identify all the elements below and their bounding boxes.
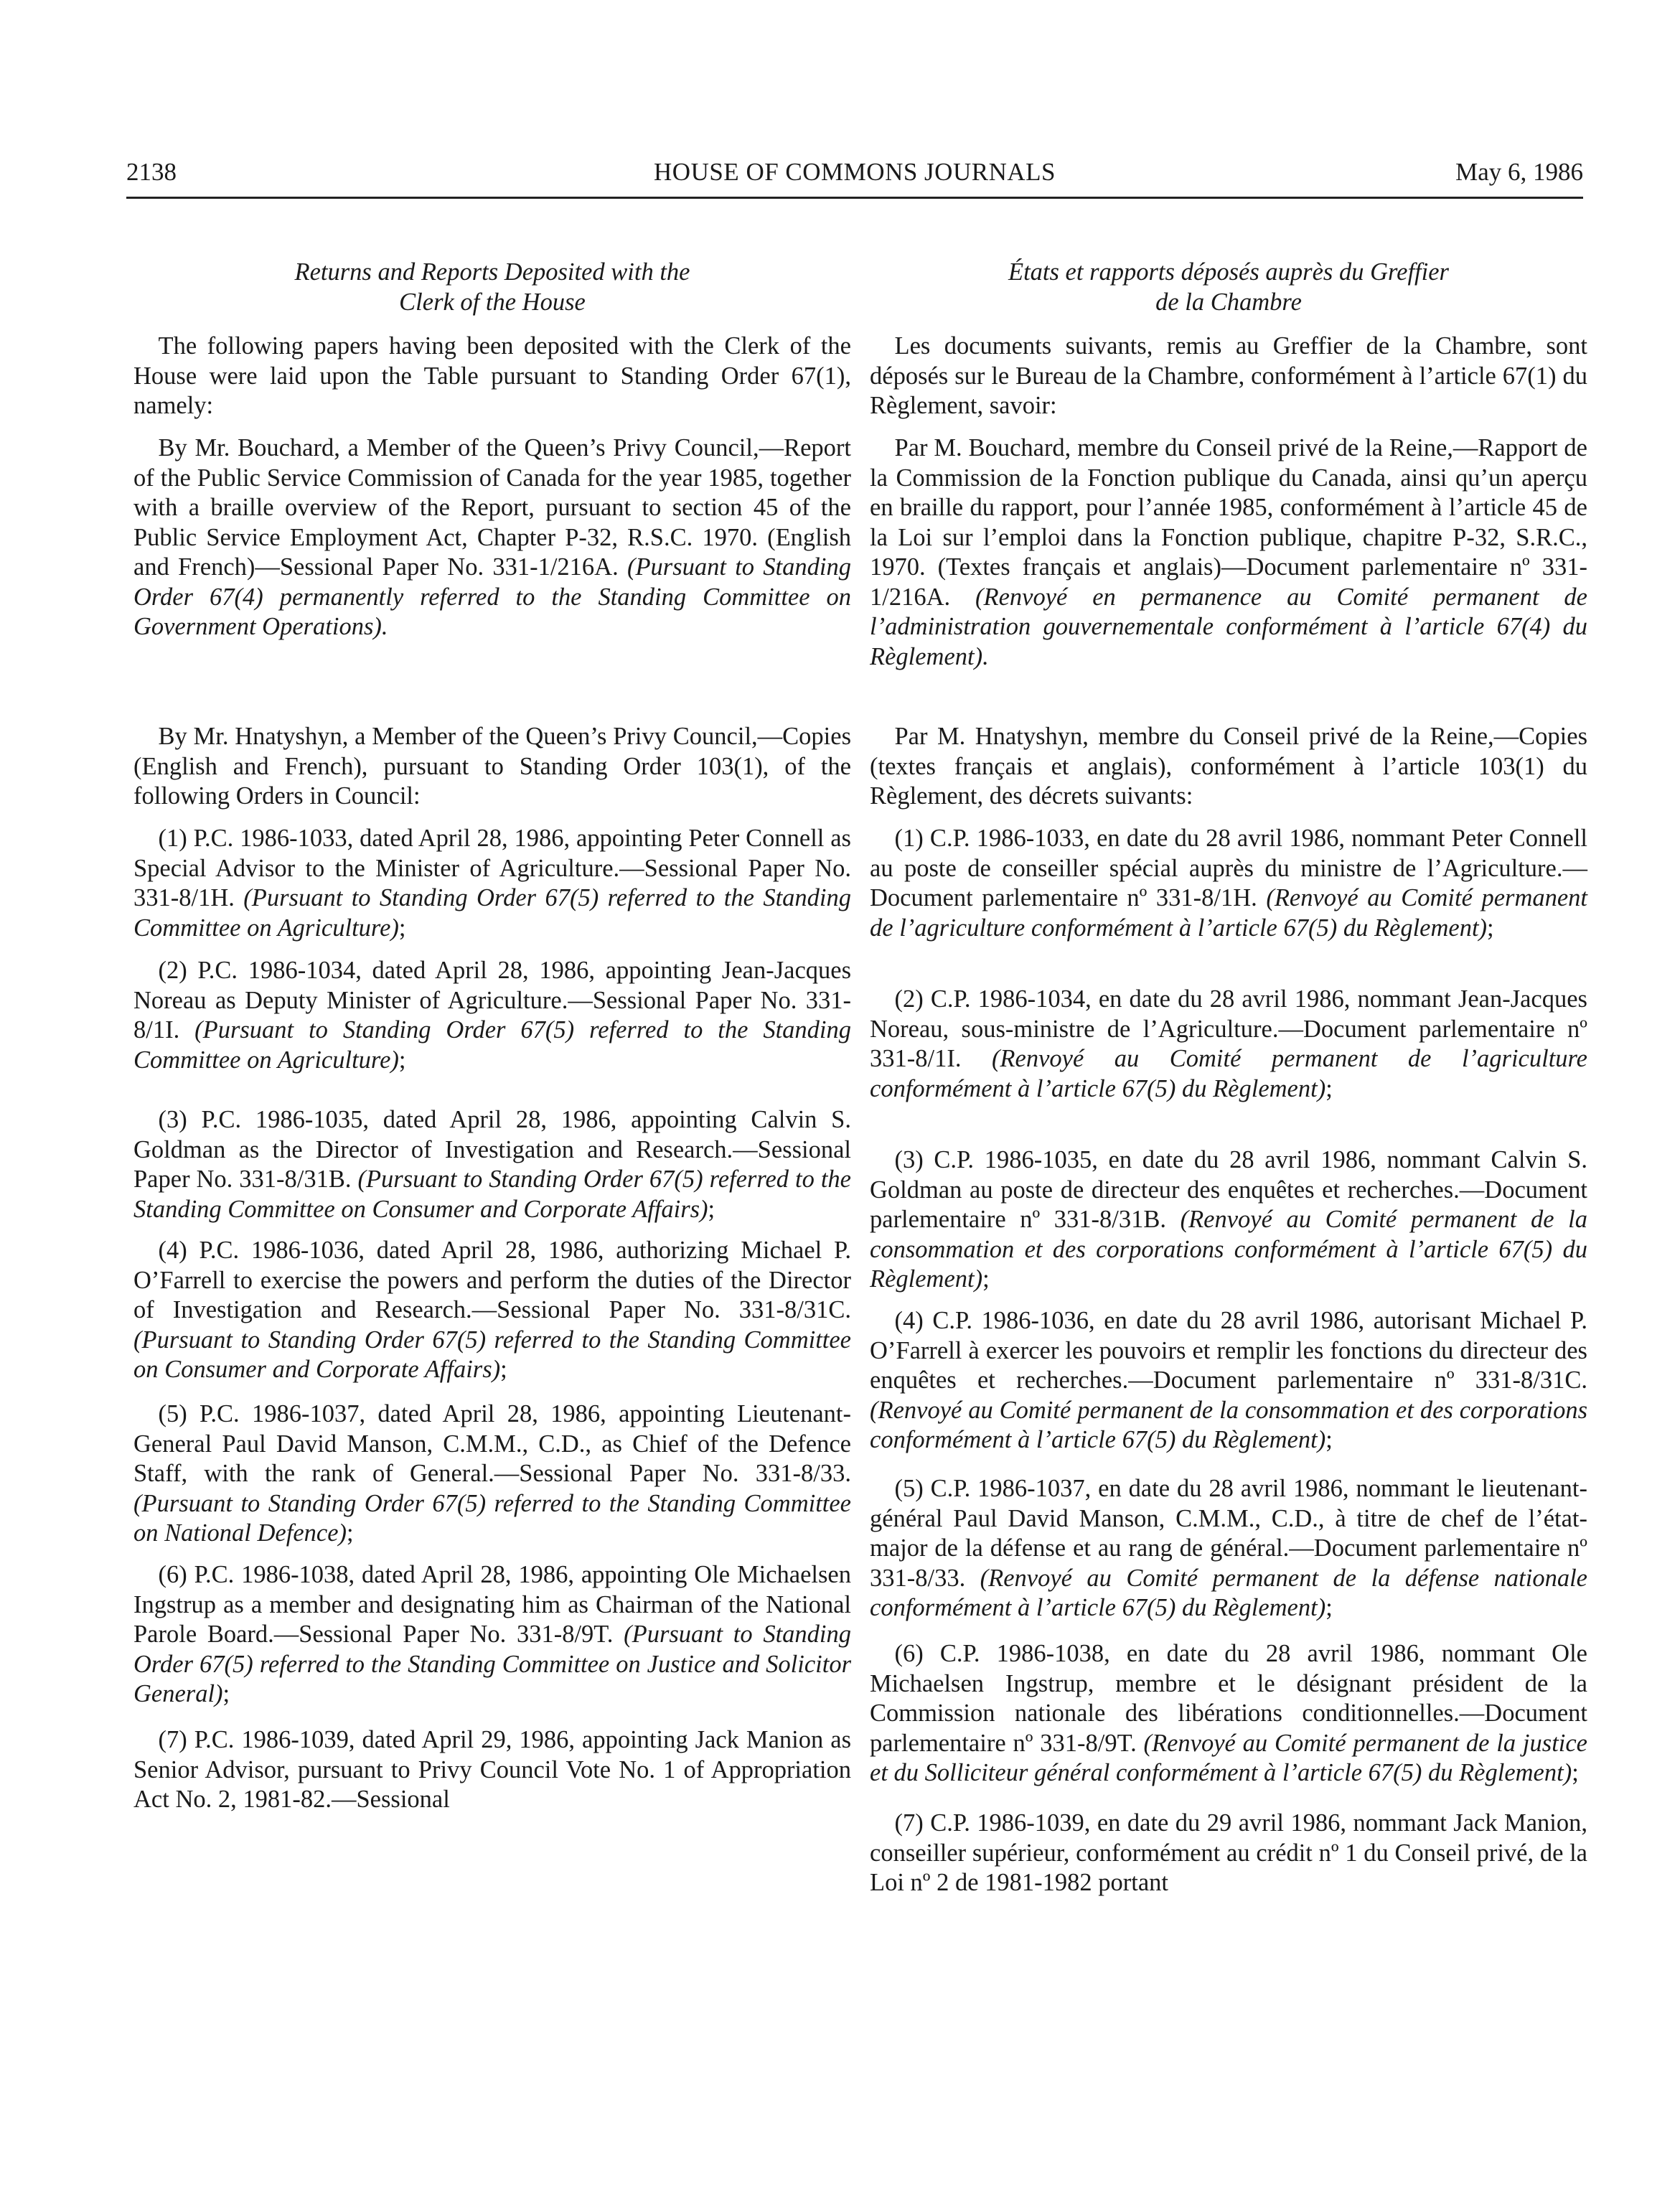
item-text: (2) C.P. 1986-1034, en date du 28 avril 1986, nommant Jean-Jacques Noreau, sous-ministre de l’Agriculture.—Document parlementaire nº 331-8/1I. bbox=[870, 985, 1587, 1072]
item-tail: ; bbox=[1487, 914, 1494, 942]
journal-date: May 6, 1986 bbox=[1455, 158, 1583, 186]
item-text: (4) C.P. 1986-1036, en date du 28 avril 1986, autorisant Michael P. O’Farrell à exercer les pouvoirs et remplir les fonctions du directeur des enquêtes et recherches.—Document parlementaire nº 331-8/31C. bbox=[870, 1307, 1587, 1394]
page-number: 2138 bbox=[126, 158, 177, 186]
item-text: (6) C.P. 1986-1038, en date du 28 avril 1986, nommant Ole Michaelsen Ingstrup, membre et le désignant président de la Commission nationale des libérations conditionnelles.—Document parlementaire nº 331-8/9T. bbox=[870, 1640, 1587, 1757]
journal-title: HOUSE OF COMMONS JOURNALS bbox=[654, 158, 1056, 186]
english-hnatyshyn-text: By Mr. Hnatyshyn, a Member of the Queen’s Privy Council,—Copies (English and French), pursuant to Standing Order 103(1), of the following Orders in Council: bbox=[133, 723, 851, 810]
item-referral: (Pursuant to Standing Order 67(5) referred to the Standing Committee on Consumer and Corporate Affairs) bbox=[133, 1326, 851, 1383]
english-item-7 bbox=[133, 1725, 851, 1815]
item-text: (6) P.C. 1986-1038, dated April 28, 1986, appointing Ole Michaelsen Ingstrup as a member and designating him as Chairman of the National Parole Board.—Sessional Paper No. 331-8/9T. bbox=[133, 1561, 851, 1648]
french-hnatyshyn-text: Par M. Hnatyshyn, membre du Conseil privé de la Reine,—Copies (textes français et anglais), conformément à l’article 103(1) du Règlement, des décrets suivants: bbox=[870, 723, 1587, 810]
item-tail: ; bbox=[1325, 1074, 1333, 1102]
english-item-1 bbox=[133, 824, 851, 943]
item-referral: (Renvoyé au Comité permanent de l’agriculture conformément à l’article 67(5) du Règlement) bbox=[870, 1045, 1587, 1102]
item-text: (7) P.C. 1986-1039, dated April 29, 1986, appointing Jack Manion as Senior Advisor, pursuant to Privy Council Vote No. 1 of Appropriation Act No. 2, 1981-82.—Sessional bbox=[133, 1726, 851, 1813]
item-text: (1) P.C. 1986-1033, dated April 28, 1986, appointing Peter Connell as Special Advisor to the Minister of Agriculture.—Sessional Paper No. 331-8/1H. bbox=[133, 825, 851, 911]
item-referral: (Pursuant to Standing Order 67(5) referred to the Standing Committee on Agriculture) bbox=[133, 884, 851, 942]
item-tail: ; bbox=[398, 914, 406, 942]
english-intro bbox=[133, 332, 851, 421]
french-item-3 bbox=[870, 1145, 1587, 1295]
item-referral: (Pursuant to Standing Order 67(5) referred to the Standing Committee on National Defence) bbox=[133, 1489, 851, 1547]
item-referral: (Pursuant to Standing Order 67(5) referred to the Standing Committee on Consumer and Corporate Affairs) bbox=[133, 1166, 851, 1223]
item-tail: ; bbox=[1572, 1759, 1579, 1786]
item-text: (7) C.P. 1986-1039, en date du 29 avril 1986, nommant Jack Manion, conseiller supérieur, conformément au crédit nº 1 du Conseil privé, de la Loi nº 2 de 1981-1982 portant bbox=[870, 1809, 1587, 1896]
english-section-heading bbox=[133, 257, 851, 317]
item-referral: (Pursuant to Standing Order 67(5) referred to the Standing Committee on Justice and Solicitor General) bbox=[133, 1621, 851, 1707]
item-referral: (Renvoyé au Comité permanent de la justice et du Solliciteur général conformément à l’article 67(5) du Règlement) bbox=[870, 1729, 1587, 1786]
french-intro bbox=[870, 332, 1587, 421]
english-item-2 bbox=[133, 956, 851, 1075]
english-intro-text: The following papers having been deposited with the Clerk of the House were laid upon the Table pursuant to Standing Order 67(1), namely: bbox=[133, 332, 851, 419]
english-item-5 bbox=[133, 1399, 851, 1549]
item-text: (5) C.P. 1986-1037, en date du 28 avril 1986, nommant le lieutenant-général Paul David Manson, C.M.M., C.D., à titre de chef de l’état-major de la défense et au rang de général.—Document parlementaire nº 331-8/33. bbox=[870, 1475, 1587, 1592]
english-hnatyshyn-paragraph bbox=[133, 722, 851, 812]
french-bouchard-text: Par M. Bouchard, membre du Conseil privé de la Reine,—Rapport de la Commission de la Fonction publique du Canada, ainsi qu’un aperçu en braille du rapport, pour l’année 1985, conformément à l’article 45 de la Loi sur l’emploi dans la Fonction publique, chapitre P-32, S.R.C., 1970. (Textes français et anglais)—Document parlementaire nº 331-1/216A. bbox=[870, 434, 1587, 611]
item-text: (3) C.P. 1986-1035, en date du 28 avril 1986, nommant Calvin S. Goldman au poste de directeur des enquêtes et recherches.—Document parlementaire nº 331-8/31B. bbox=[870, 1146, 1587, 1233]
english-item-6 bbox=[133, 1560, 851, 1710]
english-bouchard-paragraph bbox=[133, 433, 851, 642]
english-bouchard-referral: (Pursuant to Standing Order 67(4) permanently referred to the Standing Committee on Government Operations). bbox=[133, 553, 851, 640]
english-item-3 bbox=[133, 1105, 851, 1224]
english-heading-line1: Returns and Reports Deposited with the bbox=[294, 258, 690, 286]
french-item-2 bbox=[870, 985, 1587, 1104]
item-tail: ; bbox=[398, 1046, 406, 1074]
french-bouchard-paragraph bbox=[870, 433, 1587, 672]
item-tail: ; bbox=[982, 1265, 990, 1293]
item-text: (2) P.C. 1986-1034, dated April 28, 1986, appointing Jean-Jacques Noreau as Deputy Minister of Agriculture.—Sessional Paper No. 331-8/1I. bbox=[133, 957, 851, 1044]
item-tail: ; bbox=[500, 1356, 507, 1383]
french-item-5 bbox=[870, 1474, 1587, 1623]
item-referral: (Renvoyé au Comité permanent de la consommation et des corporations conformément à l’article 67(5) du Règlement) bbox=[870, 1206, 1587, 1293]
item-text: (1) C.P. 1986-1033, en date du 28 avril 1986, nommant Peter Connell au poste de conseiller spécial auprès du ministre de l’Agriculture.—Document parlementaire nº 331-8/1H. bbox=[870, 825, 1587, 911]
item-referral: (Renvoyé au Comité permanent de la consommation et des corporations conformément à l’article 67(5) du Règlement) bbox=[870, 1396, 1587, 1453]
french-hnatyshyn-paragraph bbox=[870, 722, 1587, 812]
item-referral: (Renvoyé au Comité permanent de l’agriculture conformément à l’article 67(5) du Règlement) bbox=[870, 884, 1588, 942]
item-tail: ; bbox=[1325, 1594, 1333, 1621]
item-text: (5) P.C. 1986-1037, dated April 28, 1986, appointing Lieutenant-General Paul David Manson, C.M.M., C.D., as Chief of the Defence Staff, with the rank of General.—Sessional Paper No. 331-8/33. bbox=[133, 1400, 851, 1487]
item-tail: ; bbox=[1325, 1426, 1333, 1453]
item-referral: (Renvoyé au Comité permanent de la défense nationale conformément à l’article 67(5) du Règlement) bbox=[870, 1564, 1587, 1621]
french-heading-line1: États et rapports déposés auprès du Greffier bbox=[1008, 258, 1449, 286]
french-item-1 bbox=[870, 824, 1587, 943]
french-intro-text: Les documents suivants, remis au Greffier de la Chambre, sont déposés sur le Bureau de la Chambre, conformément à l’article 67(1) du Règlement, savoir: bbox=[870, 332, 1587, 419]
item-tail: ; bbox=[347, 1519, 354, 1547]
item-tail: ; bbox=[222, 1680, 230, 1707]
french-section-heading bbox=[870, 257, 1587, 317]
english-item-4 bbox=[133, 1236, 851, 1385]
item-text: (3) P.C. 1986-1035, dated April 28, 1986, appointing Calvin S. Goldman as the Director of Investigation and Research.—Sessional Paper No. 331-8/31B. bbox=[133, 1106, 851, 1193]
french-item-4 bbox=[870, 1306, 1587, 1455]
french-item-6 bbox=[870, 1639, 1587, 1788]
item-referral: (Pursuant to Standing Order 67(5) referred to the Standing Committee on Agriculture) bbox=[133, 1016, 851, 1074]
french-bouchard-referral: (Renvoyé en permanence au Comité permanent de l’administration gouvernementale conformément à l’article 67(4) du Règlement). bbox=[870, 583, 1587, 670]
french-heading-line2: de la Chambre bbox=[1155, 289, 1302, 316]
page-header bbox=[126, 156, 1583, 199]
english-bouchard-text: By Mr. Bouchard, a Member of the Queen’s Privy Council,—Report of the Public Service Commission of Canada for the year 1985, together with a braille overview of the Report, pursuant to section 45 of the Public Service Employment Act, Chapter P-32, R.S.C. 1970. (English and French)—Sessional Paper No. 331-1/216A. bbox=[133, 434, 851, 581]
english-heading-line2: Clerk of the House bbox=[399, 289, 586, 316]
french-item-7 bbox=[870, 1809, 1587, 1898]
item-tail: ; bbox=[708, 1195, 715, 1223]
item-text: (4) P.C. 1986-1036, dated April 28, 1986, authorizing Michael P. O’Farrell to exercise the powers and perform the duties of the Director of Investigation and Research.—Sessional Paper No. 331-8/31C. bbox=[133, 1237, 851, 1323]
